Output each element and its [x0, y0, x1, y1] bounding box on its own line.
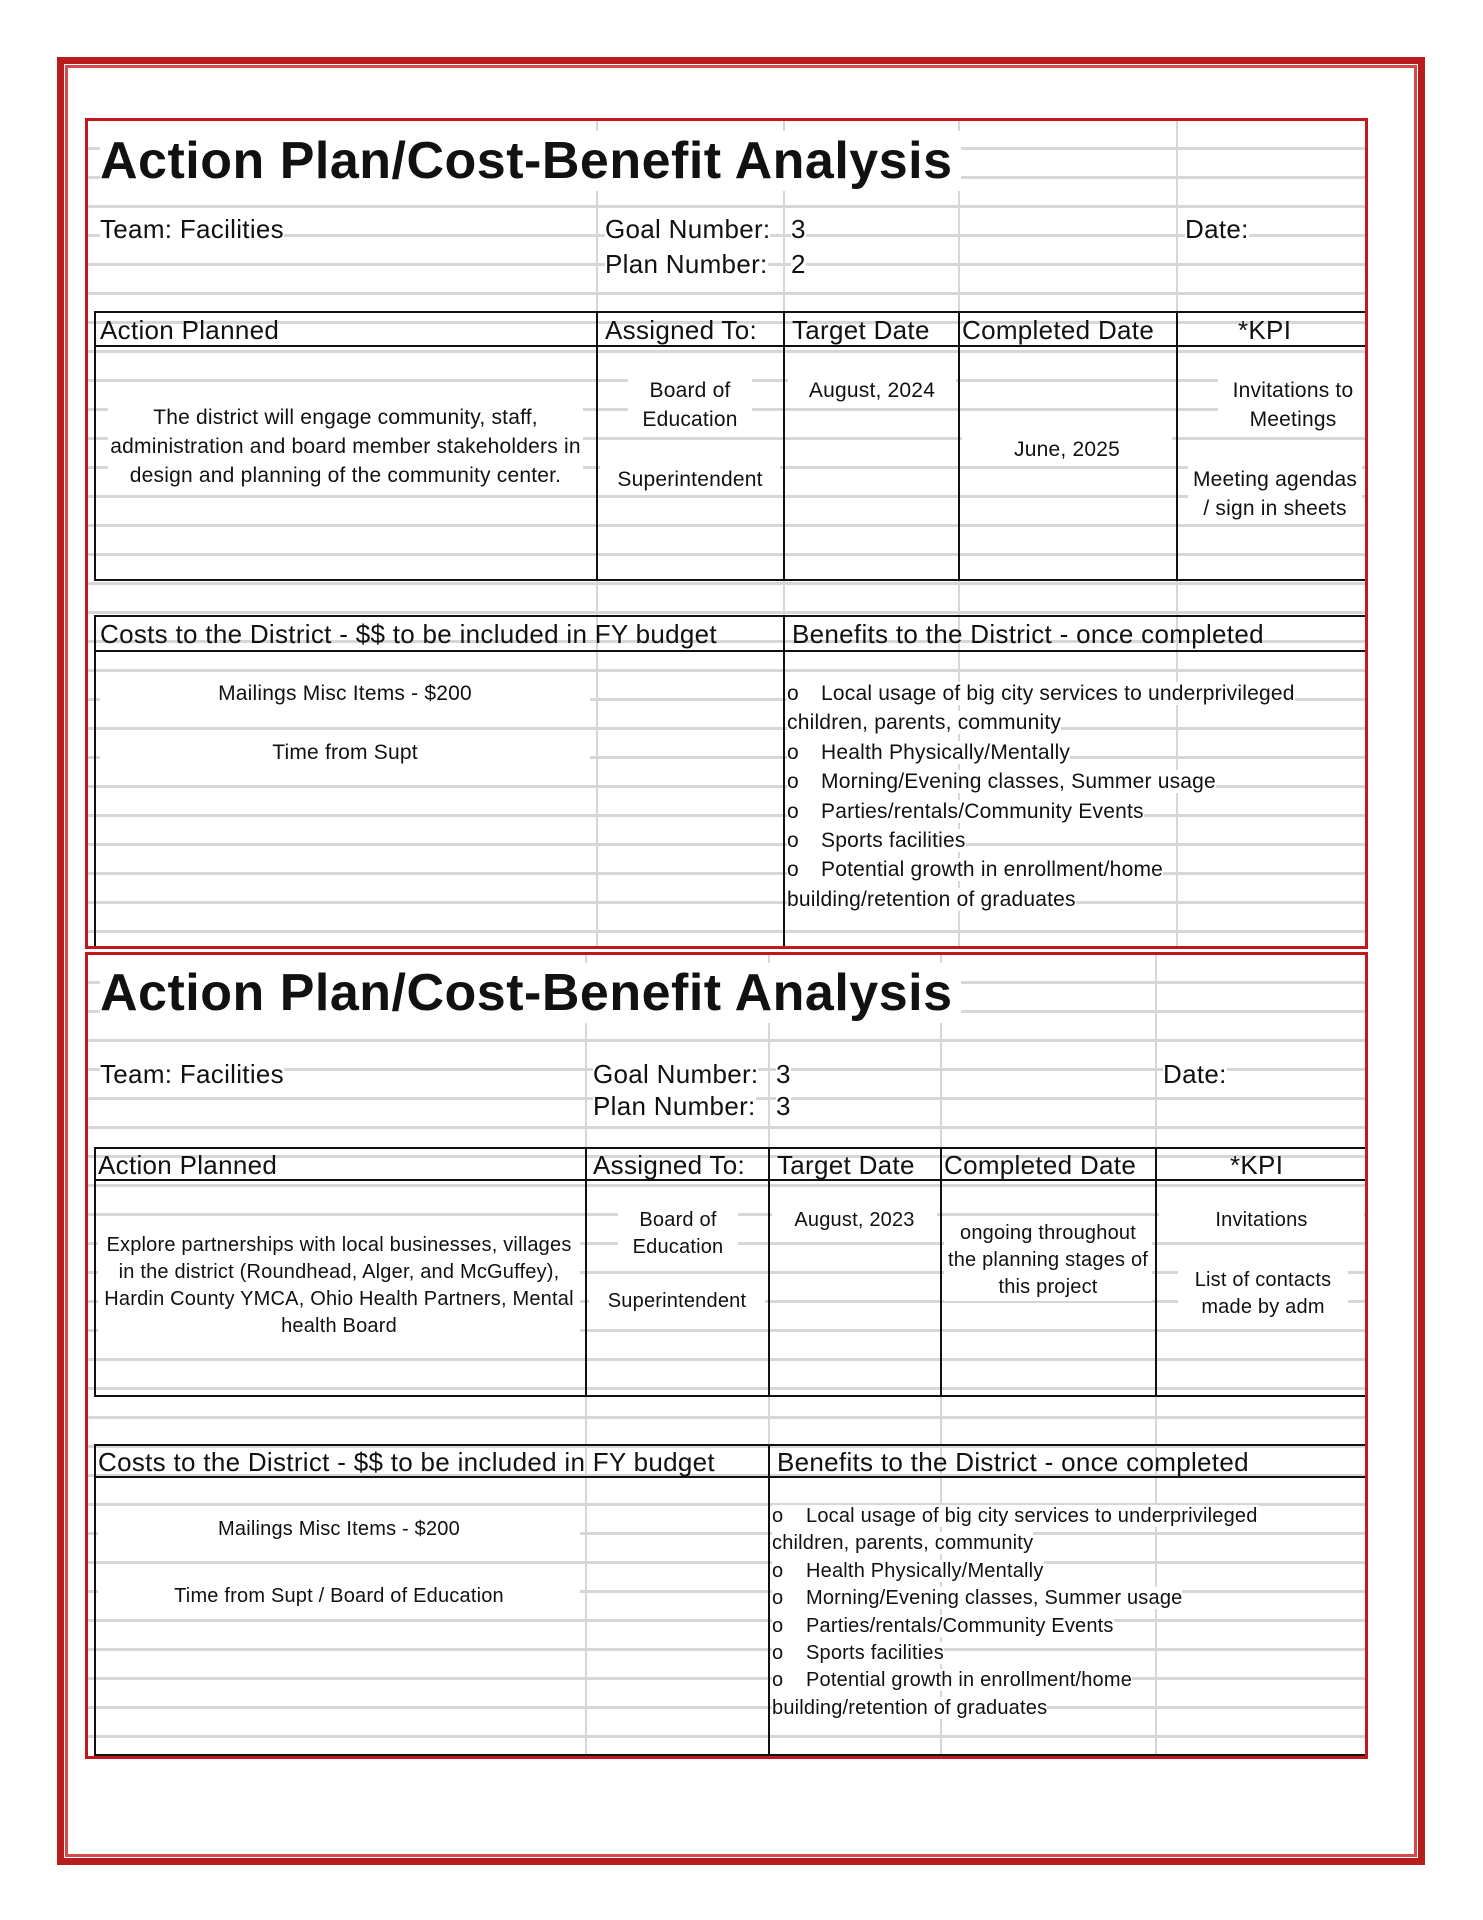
benefit-text-continued: building/retention of graduates — [787, 887, 1076, 911]
header-kpi: *KPI — [1230, 1150, 1284, 1180]
bullet-marker: o — [772, 1559, 784, 1582]
action-plan-sheet-1 — [85, 118, 1368, 949]
action-planned-text: The district will engage community, staff, administration and board member stakeholders in design and planning of the community center. — [108, 403, 583, 490]
benefits-header: Benefits to the District - once completed — [792, 619, 1264, 649]
header-kpi: *KPI — [1238, 315, 1292, 345]
benefit-item — [772, 1642, 944, 1664]
sheet-title: Action Plan/Cost-Benefit Analysis — [100, 963, 961, 1023]
assigned-board-of-education: Board of Education — [618, 1207, 738, 1261]
bullet-marker: o — [787, 770, 799, 794]
column-rule — [940, 1147, 942, 1397]
benefit-item — [772, 1560, 1044, 1582]
target-date-value: August, 2024 — [788, 376, 956, 405]
benefit-text-continued: building/retention of graduates — [772, 1696, 1048, 1719]
column-rule — [768, 1444, 770, 1756]
benefit-text: Sports facilities — [821, 829, 966, 853]
bullet-marker: o — [787, 740, 799, 764]
benefit-item — [772, 1505, 1258, 1527]
benefit-item — [787, 741, 1070, 764]
bullet-marker: o — [772, 1587, 784, 1610]
bullet-marker: o — [772, 1669, 784, 1692]
header-target-date: Target Date — [792, 315, 930, 345]
benefit-item — [787, 800, 1144, 823]
action-plan-sheet-2 — [85, 952, 1368, 1759]
bullet-marker: o — [772, 1614, 784, 1637]
benefits-list — [787, 679, 1367, 914]
cost-item: Mailings Misc Items - $200 — [98, 1516, 580, 1543]
plan-number-label: Plan Number: — [593, 1091, 756, 1121]
date-label: Date: — [1185, 214, 1249, 244]
header-assigned-to: Assigned To: — [605, 315, 757, 345]
team-label: Team: Facilities — [100, 1059, 284, 1089]
bullet-marker: o — [787, 682, 799, 705]
benefit-text: Potential growth in enrollment/home — [821, 858, 1164, 882]
assigned-superintendent: Superintendent — [600, 465, 780, 494]
cost-item: Time from Supt / Board of Education — [98, 1583, 580, 1610]
goal-number-value: 3 — [776, 1059, 791, 1089]
benefit-item — [787, 682, 1295, 705]
header-assigned-to: Assigned To: — [593, 1150, 745, 1180]
benefit-item — [772, 1587, 1182, 1609]
goal-number-value: 3 — [791, 214, 806, 244]
benefit-text: Potential growth in enrollment/home — [806, 1669, 1133, 1692]
cost-item: Mailings Misc Items - $200 — [100, 679, 590, 708]
column-rule — [1176, 311, 1178, 581]
benefit-text: Health Physically/Mentally — [821, 740, 1071, 764]
benefit-text: Morning/Evening classes, Summer usage — [806, 1587, 1183, 1610]
plan-number-label: Plan Number: — [605, 249, 768, 279]
benefit-item — [787, 829, 966, 852]
column-rule — [585, 1147, 587, 1397]
sheet-title: Action Plan/Cost-Benefit Analysis — [100, 131, 961, 191]
header-completed-date: Completed Date — [962, 315, 1155, 345]
goal-number-label: Goal Number: — [605, 214, 771, 244]
kpi-contacts: List of contacts made by adm — [1178, 1267, 1348, 1321]
goal-number-label: Goal Number: — [593, 1059, 759, 1089]
benefit-text: Morning/Evening classes, Summer usage — [821, 770, 1216, 794]
assigned-superintendent: Superintendent — [589, 1288, 765, 1315]
benefit-text: Parties/rentals/Community Events — [821, 799, 1144, 823]
column-rule — [958, 311, 960, 581]
column-rule — [783, 311, 785, 581]
bullet-marker: o — [787, 799, 799, 823]
kpi-invitations: Invitations to Meetings — [1218, 376, 1368, 434]
benefits-list — [772, 1503, 1364, 1722]
completed-date-value: June, 2025 — [962, 435, 1172, 464]
plan-number-value: 2 — [791, 249, 806, 279]
header-action-planned: Action Planned — [98, 1150, 278, 1180]
benefit-text: Health Physically/Mentally — [806, 1559, 1044, 1582]
benefit-text-continued: children, parents, community — [772, 1532, 1034, 1555]
header-target-date: Target Date — [777, 1150, 915, 1180]
cost-item: Time from Supt — [100, 738, 590, 767]
action-planned-text: Explore partnerships with local businesses, villages in the district (Roundhead, Alger, and McGuffey), Hardin County YMCA, Ohio Health Partners, Mental health Board — [98, 1232, 580, 1340]
bullet-marker: o — [772, 1505, 784, 1527]
kpi-agendas: Meeting agendas / sign in sheets — [1188, 465, 1362, 523]
column-rule — [783, 615, 785, 948]
benefit-item — [772, 1669, 1132, 1691]
team-label: Team: Facilities — [100, 214, 284, 244]
benefit-text: Parties/rentals/Community Events — [806, 1614, 1114, 1637]
kpi-invitations: Invitations — [1159, 1207, 1364, 1234]
completed-date-value: ongoing throughout the planning stages of this project — [944, 1220, 1152, 1301]
benefit-item — [787, 770, 1216, 793]
benefit-text: Local usage of big city services to underprivileged — [821, 682, 1295, 705]
plan-number-value: 3 — [776, 1091, 791, 1121]
benefit-item — [772, 1615, 1114, 1637]
costs-header: Costs to the District - $$ to be included in FY budget — [98, 1447, 715, 1477]
column-rule — [768, 1147, 770, 1397]
benefits-header: Benefits to the District - once completed — [777, 1447, 1249, 1477]
benefit-text: Local usage of big city services to underprivileged — [806, 1505, 1258, 1527]
costs-header: Costs to the District - $$ to be included in FY budget — [100, 619, 717, 649]
bullet-marker: o — [787, 858, 799, 882]
header-action-planned: Action Planned — [100, 315, 280, 345]
benefit-item — [787, 858, 1163, 881]
column-rule — [1155, 1147, 1157, 1397]
benefit-text: Sports facilities — [806, 1642, 944, 1665]
bullet-marker: o — [787, 829, 799, 853]
assigned-board-of-education: Board of Education — [628, 376, 752, 434]
date-label: Date: — [1163, 1059, 1227, 1089]
column-rule — [596, 311, 598, 581]
table-header-rule — [94, 650, 1367, 652]
benefit-text-continued: children, parents, community — [787, 711, 1062, 735]
target-date-value: August, 2023 — [772, 1207, 937, 1234]
header-completed-date: Completed Date — [944, 1150, 1137, 1180]
bullet-marker: o — [772, 1642, 784, 1665]
